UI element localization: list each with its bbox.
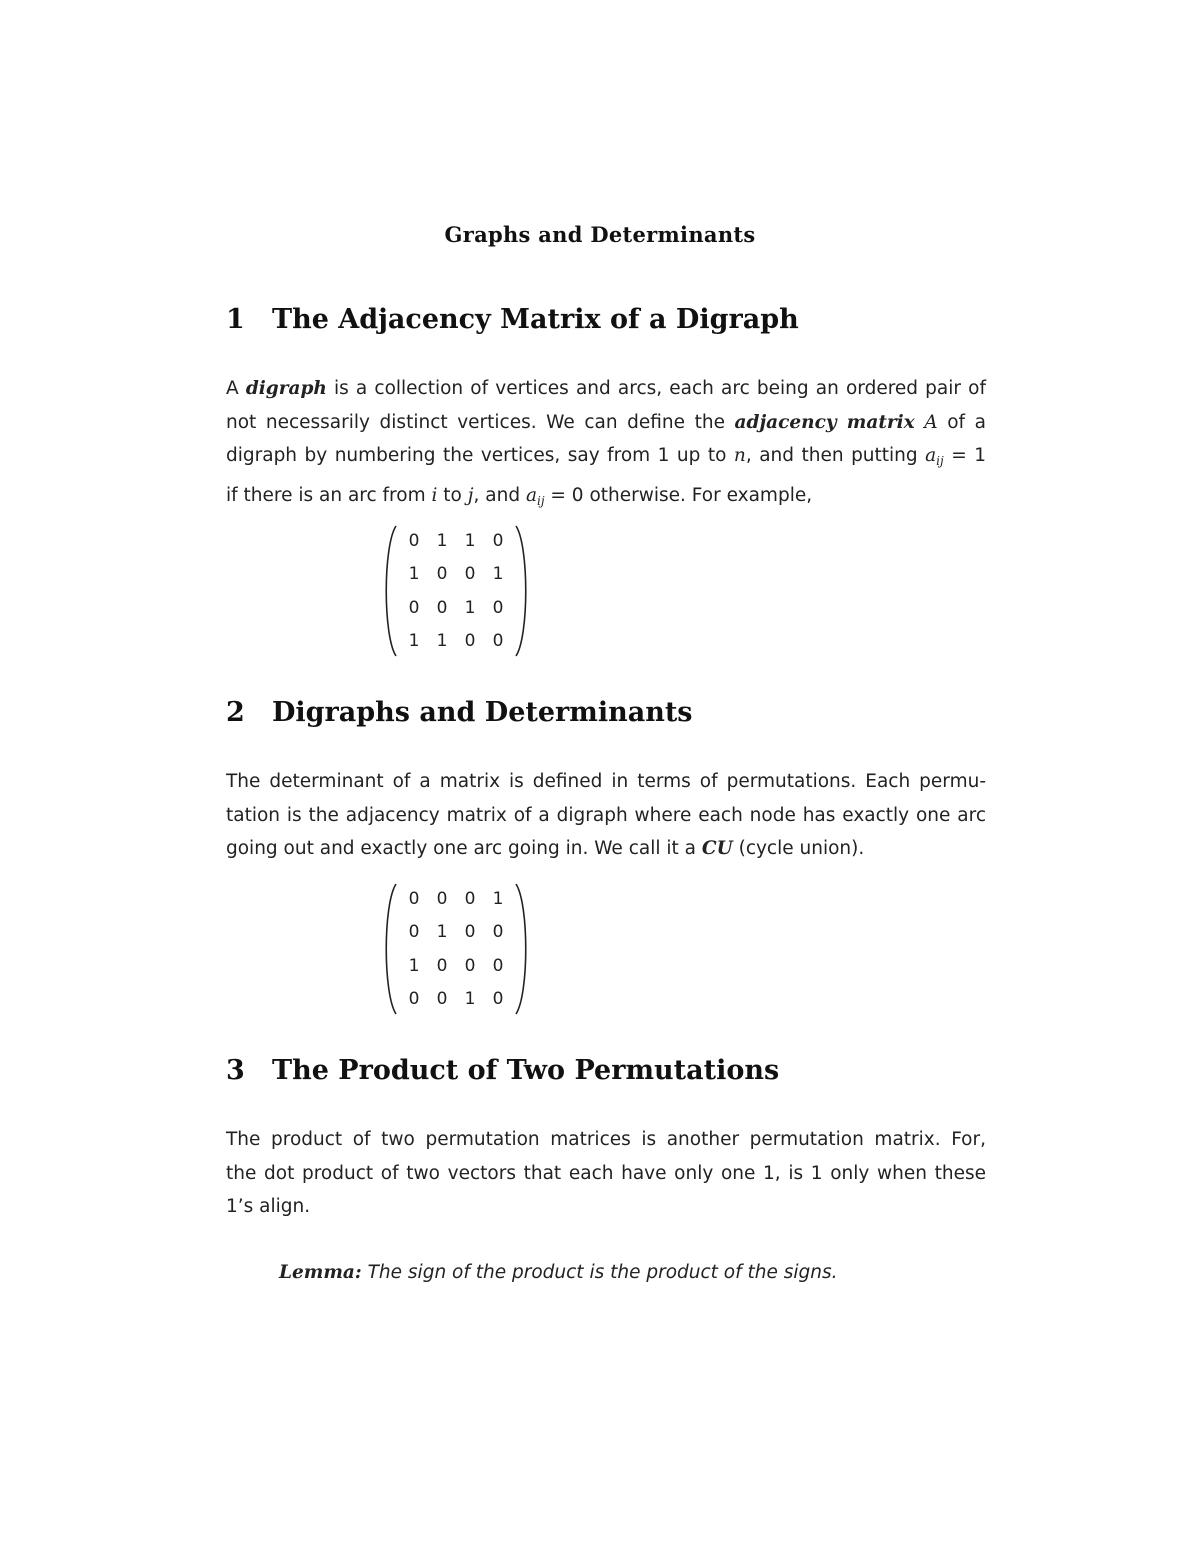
para-line: [226, 832, 986, 866]
matrix-cell: 1: [492, 564, 504, 585]
para-line: 1’s align.: [226, 1196, 311, 1217]
matrix-cell: 0: [408, 989, 420, 1010]
matrix-cell: 0: [464, 631, 476, 652]
math-subscript: ij: [536, 493, 545, 508]
matrix-cell: 1: [408, 631, 420, 652]
math-var: j: [467, 484, 474, 506]
term-adjacency-matrix: adjacency matrix: [734, 411, 915, 433]
matrix-cell: 0: [408, 922, 420, 943]
lemma: [279, 1262, 838, 1283]
math-var: a: [525, 484, 537, 506]
text: of a: [937, 411, 986, 433]
section-1-title: The Adjacency Matrix of a Digraph: [272, 304, 799, 335]
text: is a collection of vertices and arcs, each arc being an ordered pair of: [326, 378, 986, 399]
matrix-cell: 0: [492, 597, 504, 618]
matrix-cell: 1: [492, 888, 504, 909]
section-3-title: The Product of Two Permutations: [272, 1055, 780, 1086]
math-var: A: [924, 411, 938, 433]
text: going out and exactly one arc going in. We call it a: [226, 838, 702, 859]
para-line: [226, 439, 986, 479]
right-parenthesis: [514, 882, 532, 1016]
text: , and then putting: [745, 445, 926, 466]
section-3-paragraph: [226, 1123, 986, 1224]
right-parenthesis: [514, 524, 532, 658]
lemma-label: Lemma:: [279, 1262, 362, 1283]
math-var: a: [925, 445, 937, 466]
matrix-cell: 1: [436, 631, 448, 652]
matrix-1: [380, 524, 532, 658]
matrix-2: [380, 882, 532, 1016]
matrix-cell: 0: [408, 888, 420, 909]
section-1-heading: [226, 304, 799, 335]
section-2-heading: [226, 697, 693, 728]
matrix-2-grid: [400, 882, 512, 1016]
para-line: The determinant of a matrix is defined in terms of permutations. Each permu-: [226, 771, 986, 792]
text: if there is an arc from: [226, 484, 432, 506]
section-2-number: 2: [226, 697, 245, 728]
matrix-cell: 1: [436, 922, 448, 943]
text: not necessarily distinct vertices. We can define the: [226, 411, 735, 433]
matrix-cell: 0: [436, 597, 448, 618]
math-var: i: [431, 484, 438, 506]
section-1-number: 1: [226, 304, 245, 335]
para-line: [226, 406, 986, 440]
matrix-cell: 0: [464, 955, 476, 976]
matrix-cell: 0: [464, 564, 476, 585]
term-cu: CU: [701, 838, 733, 859]
section-2-paragraph: [226, 765, 986, 866]
text: digraph by numbering the vertices, say from 1 up to: [226, 445, 734, 466]
matrix-cell: 0: [408, 530, 420, 551]
matrix-cell: 1: [436, 530, 448, 551]
matrix-cell: 0: [436, 564, 448, 585]
lemma-text: The sign of the product is the product of the signs.: [361, 1262, 838, 1283]
term-digraph: digraph: [245, 378, 327, 399]
matrix-cell: 1: [464, 989, 476, 1010]
text: A: [226, 378, 246, 399]
matrix-cell: 0: [436, 955, 448, 976]
para-line: tation is the adjacency matrix of a digraph where each node has exactly one arc: [226, 804, 986, 826]
section-1-paragraph: [226, 372, 986, 518]
math-var: n: [733, 445, 746, 466]
matrix-cell: 0: [492, 989, 504, 1010]
matrix-cell: 0: [492, 530, 504, 551]
matrix-cell: 1: [408, 955, 420, 976]
text: , and: [473, 484, 526, 506]
para-line: The product of two permutation matrices is another permutation matrix. For,: [226, 1129, 986, 1150]
matrix-1-grid: [400, 524, 512, 658]
matrix-cell: 1: [408, 564, 420, 585]
text: [915, 412, 925, 433]
left-parenthesis: [380, 524, 398, 658]
document-title: Graphs and Determinants: [444, 222, 756, 247]
text: to: [437, 484, 468, 506]
matrix-cell: 0: [492, 955, 504, 976]
math-subscript: ij: [936, 454, 944, 468]
matrix-cell: 0: [464, 922, 476, 943]
para-line: [226, 372, 986, 406]
left-parenthesis: [380, 882, 398, 1016]
matrix-cell: 0: [436, 989, 448, 1010]
matrix-cell: 1: [464, 597, 476, 618]
matrix-cell: 0: [436, 888, 448, 909]
para-line: [226, 479, 986, 519]
section-2-title: Digraphs and Determinants: [272, 697, 693, 728]
section-3-heading: [226, 1055, 779, 1086]
text: = 1: [943, 445, 986, 466]
matrix-cell: 0: [408, 597, 420, 618]
matrix-cell: 0: [492, 922, 504, 943]
section-3-number: 3: [226, 1055, 245, 1086]
matrix-cell: 0: [492, 631, 504, 652]
text: = 0 otherwise. For example,: [544, 484, 813, 506]
text: (cycle union).: [732, 838, 865, 859]
matrix-cell: 1: [464, 530, 476, 551]
matrix-cell: 0: [464, 888, 476, 909]
para-line: the dot product of two vectors that each have only one 1, is 1 only when these: [226, 1162, 986, 1184]
